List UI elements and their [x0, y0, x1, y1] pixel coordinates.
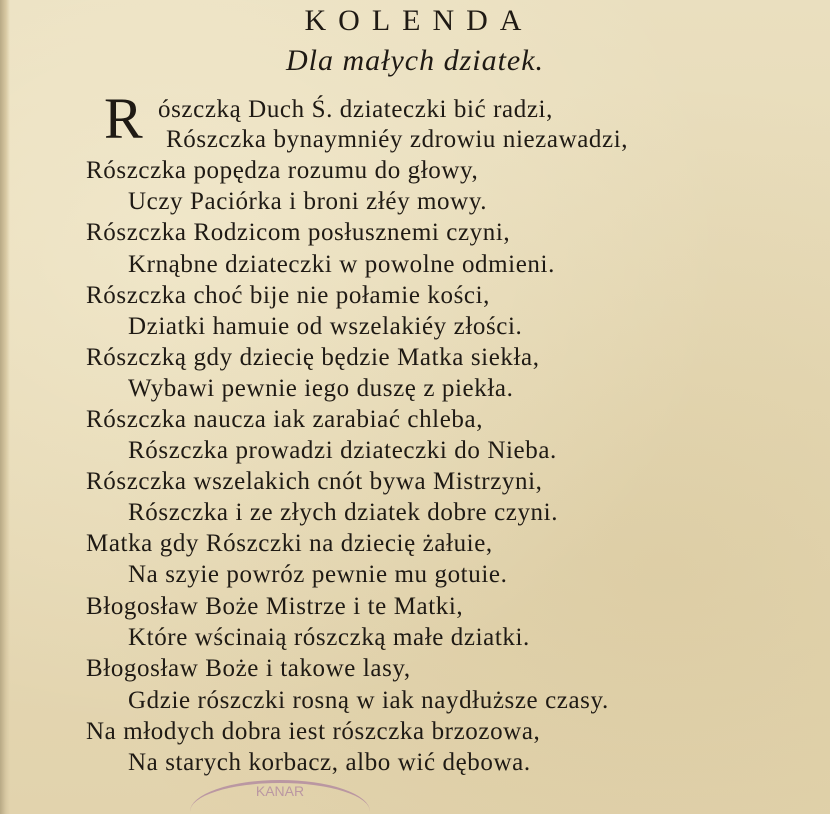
- poem-line: Rószczka naucza iak zarabiać chleba,: [86, 406, 484, 433]
- poem-line: Gdzie rószczki rosną w iak naydłuższe czasy.: [128, 687, 609, 714]
- poem-line: Które wścinaią rószczką małe dziatki.: [128, 624, 530, 651]
- poem-line: Rószczka bynaymniéy zdrowiu niezawadzi,: [166, 126, 629, 153]
- poem-line: Wybawi pewnie iego duszę z piekła.: [128, 375, 514, 402]
- poem-subtitle: Dla małych dziatek.: [285, 44, 545, 77]
- poem-line: Rószczka wszelakich cnót bywa Mistrzyni,: [86, 468, 543, 495]
- poem-line: Na młodych dobra iest rószczka brzozowa,: [86, 718, 541, 745]
- poem-line: Rószczka Rodzicom posłusznemi czyni,: [86, 219, 511, 246]
- poem-line: Rószczką gdy dziecię będzie Matka siekła,: [86, 344, 540, 371]
- poem-line: Rószczka prowadzi dziateczki do Nieba.: [128, 437, 557, 464]
- poem-line: Krnąbne dziateczki w powolne odmieni.: [128, 251, 555, 278]
- poem-line: Rószczka choć bije nie połamie kości,: [86, 282, 491, 309]
- drop-cap: R: [104, 86, 143, 151]
- poem-line: Dziatki hamuie od wszelakiéy złości.: [128, 313, 523, 340]
- poem-title: KOLENDA: [304, 4, 534, 37]
- library-stamp: [190, 780, 370, 814]
- page-left-edge: [0, 0, 10, 814]
- poem-line: Błogosław Boże Mistrze i te Matki,: [86, 593, 464, 620]
- poem-line: Na starych korbacz, albo wić dębowa.: [128, 749, 531, 776]
- poem-line: Rószczka popędza rozumu do głowy,: [86, 157, 479, 184]
- poem-line: Błogosław Boże i takowe lasy,: [86, 655, 411, 682]
- stamp-text: KANAR: [255, 783, 305, 799]
- poem-line: Uczy Paciórka i broni złéy mowy.: [128, 188, 488, 215]
- poem-line: Matka gdy Rószczki na dziecię żałuie,: [86, 530, 493, 557]
- poem-line: Rószczka i ze złych dziatek dobre czyni.: [128, 499, 559, 526]
- poem-line: ószczką Duch Ś. dziateczki bić radzi,: [158, 96, 553, 123]
- poem-line: Na szyie powróz pewnie mu gotuie.: [128, 561, 508, 588]
